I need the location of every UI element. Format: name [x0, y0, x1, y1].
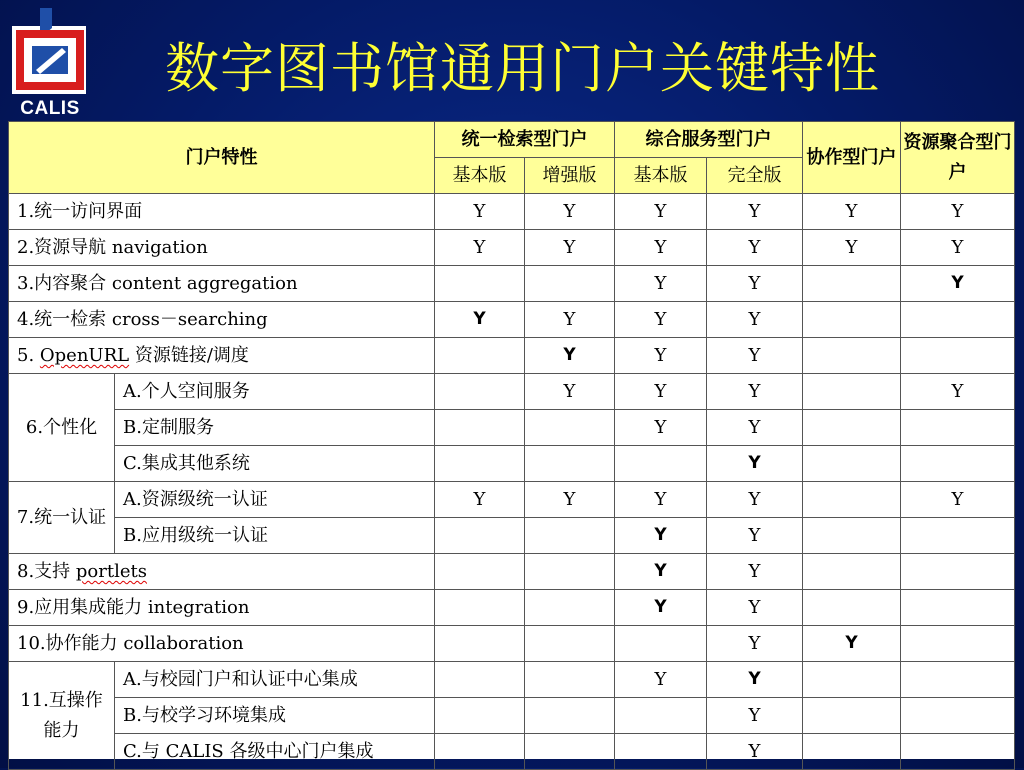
feature-name-cell: 2.资源导航 navigation	[9, 230, 435, 266]
feature-table-body	[9, 194, 1015, 770]
support-cell	[803, 734, 901, 770]
support-cell	[525, 698, 615, 734]
support-cell	[901, 518, 1015, 554]
support-cell	[803, 266, 901, 302]
table-row	[9, 482, 1015, 518]
support-cell: Y	[901, 482, 1015, 518]
support-cell: Y	[615, 266, 707, 302]
support-cell: Y	[707, 482, 803, 518]
table-row	[9, 230, 1015, 266]
feature-group-label: 11.互操作能力	[9, 662, 115, 770]
support-cell	[901, 590, 1015, 626]
support-cell: Y	[803, 230, 901, 266]
table-row	[9, 338, 1015, 374]
table-row	[9, 662, 1015, 698]
support-cell: Y	[615, 590, 707, 626]
support-cell: Y	[435, 194, 525, 230]
support-cell	[435, 446, 525, 482]
support-cell	[803, 302, 901, 338]
group-header: 综合服务型门户	[615, 122, 803, 158]
table-row	[9, 554, 1015, 590]
support-cell: Y	[615, 410, 707, 446]
support-cell: Y	[803, 626, 901, 662]
support-cell: Y	[615, 518, 707, 554]
table-row	[9, 590, 1015, 626]
support-cell: Y	[707, 590, 803, 626]
support-cell	[435, 266, 525, 302]
support-cell	[901, 554, 1015, 590]
support-cell: Y	[707, 338, 803, 374]
support-cell	[901, 698, 1015, 734]
support-cell	[525, 266, 615, 302]
feature-name-cell: C.与 CALIS 各级中心门户集成	[115, 734, 435, 770]
feature-table	[8, 121, 1015, 770]
support-cell: Y	[435, 302, 525, 338]
support-cell	[525, 518, 615, 554]
support-cell: Y	[707, 554, 803, 590]
support-cell	[615, 698, 707, 734]
support-cell: Y	[707, 374, 803, 410]
table-row	[9, 302, 1015, 338]
page-title: 数字图书馆通用门户关键特性	[165, 37, 880, 100]
support-cell	[803, 590, 901, 626]
support-cell: Y	[615, 338, 707, 374]
support-cell: Y	[707, 734, 803, 770]
support-cell	[901, 446, 1015, 482]
support-cell: Y	[901, 374, 1015, 410]
table-row	[9, 374, 1015, 410]
sub-header: 基本版	[435, 158, 525, 194]
support-cell: Y	[707, 626, 803, 662]
feature-name-prefix: 8.支持	[17, 561, 76, 582]
feature-name-cell: 1.统一访问界面	[9, 194, 435, 230]
support-cell: Y	[615, 662, 707, 698]
feature-name-cell	[9, 338, 435, 374]
group-header: 协作型门户	[803, 122, 901, 194]
support-cell: Y	[901, 266, 1015, 302]
feature-group-label: 6.个性化	[9, 374, 115, 482]
support-cell: Y	[525, 338, 615, 374]
support-cell: Y	[525, 230, 615, 266]
support-cell	[803, 374, 901, 410]
sub-header: 基本版	[615, 158, 707, 194]
support-cell	[435, 518, 525, 554]
table-row	[9, 698, 1015, 734]
table-row	[9, 410, 1015, 446]
feature-name-cell: B.定制服务	[115, 410, 435, 446]
support-cell: Y	[803, 194, 901, 230]
support-cell	[525, 590, 615, 626]
table-row	[9, 266, 1015, 302]
support-cell	[435, 662, 525, 698]
support-cell: Y	[707, 230, 803, 266]
support-cell	[435, 410, 525, 446]
table-row	[9, 518, 1015, 554]
support-cell: Y	[615, 302, 707, 338]
support-cell: Y	[615, 554, 707, 590]
support-cell: Y	[707, 446, 803, 482]
support-cell	[435, 554, 525, 590]
table-row	[9, 446, 1015, 482]
feature-name-prefix: 5.	[17, 345, 40, 366]
calis-logo	[10, 8, 90, 119]
support-cell: Y	[707, 302, 803, 338]
support-cell: Y	[615, 482, 707, 518]
support-cell	[525, 446, 615, 482]
support-cell: Y	[901, 194, 1015, 230]
support-cell: Y	[435, 230, 525, 266]
feature-name-cell: A.个人空间服务	[115, 374, 435, 410]
support-cell	[901, 410, 1015, 446]
support-cell	[803, 482, 901, 518]
feature-name-cell: 4.统一检索 cross－searching	[9, 302, 435, 338]
support-cell	[803, 698, 901, 734]
feature-column-header: 门户特性	[9, 122, 435, 194]
support-cell	[803, 554, 901, 590]
support-cell	[803, 446, 901, 482]
support-cell	[435, 374, 525, 410]
support-cell	[615, 734, 707, 770]
support-cell: Y	[707, 266, 803, 302]
feature-name-spellcheck-term: OpenURL	[39, 345, 130, 366]
sub-header: 增强版	[525, 158, 615, 194]
feature-name-cell: A.与校园门户和认证中心集成	[115, 662, 435, 698]
support-cell	[435, 698, 525, 734]
calis-logo-icon	[10, 8, 90, 94]
feature-name-suffix: 资源链接/调度	[129, 345, 249, 366]
support-cell	[901, 626, 1015, 662]
support-cell	[901, 734, 1015, 770]
support-cell: Y	[707, 518, 803, 554]
support-cell	[525, 734, 615, 770]
support-cell	[525, 626, 615, 662]
feature-name-cell: B.与校学习环境集成	[115, 698, 435, 734]
support-cell: Y	[707, 698, 803, 734]
support-cell	[435, 626, 525, 662]
feature-name-cell: A.资源级统一认证	[115, 482, 435, 518]
support-cell	[901, 338, 1015, 374]
support-cell: Y	[707, 194, 803, 230]
feature-name-spellcheck-term: portlets	[75, 561, 147, 582]
support-cell: Y	[615, 374, 707, 410]
support-cell	[803, 518, 901, 554]
feature-name-cell: 3.内容聚合 content aggregation	[9, 266, 435, 302]
feature-name-cell	[9, 554, 435, 590]
support-cell: Y	[901, 230, 1015, 266]
support-cell: Y	[435, 482, 525, 518]
support-cell: Y	[525, 302, 615, 338]
table-row	[9, 194, 1015, 230]
support-cell: Y	[615, 194, 707, 230]
support-cell	[803, 338, 901, 374]
feature-name-cell: 10.协作能力 collaboration	[9, 626, 435, 662]
support-cell: Y	[707, 662, 803, 698]
feature-name-cell: B.应用级统一认证	[115, 518, 435, 554]
table-row	[9, 734, 1015, 770]
support-cell: Y	[707, 410, 803, 446]
support-cell	[901, 662, 1015, 698]
support-cell	[435, 590, 525, 626]
table-row	[9, 626, 1015, 662]
support-cell	[525, 662, 615, 698]
support-cell: Y	[525, 482, 615, 518]
support-cell	[435, 734, 525, 770]
support-cell: Y	[525, 374, 615, 410]
sub-header: 完全版	[707, 158, 803, 194]
group-header: 资源聚合型门户	[901, 122, 1015, 194]
support-cell	[615, 626, 707, 662]
support-cell	[525, 554, 615, 590]
support-cell: Y	[525, 194, 615, 230]
support-cell	[435, 338, 525, 374]
feature-name-cell: C.集成其他系统	[115, 446, 435, 482]
support-cell	[803, 662, 901, 698]
support-cell	[803, 410, 901, 446]
feature-table-container	[8, 121, 1014, 762]
support-cell: Y	[615, 230, 707, 266]
support-cell	[525, 410, 615, 446]
feature-group-label: 7.统一认证	[9, 482, 115, 554]
support-cell	[901, 302, 1015, 338]
feature-name-cell: 9.应用集成能力 integration	[9, 590, 435, 626]
support-cell	[615, 446, 707, 482]
group-header: 统一检索型门户	[435, 122, 615, 158]
logo-text: CALIS	[20, 98, 80, 119]
